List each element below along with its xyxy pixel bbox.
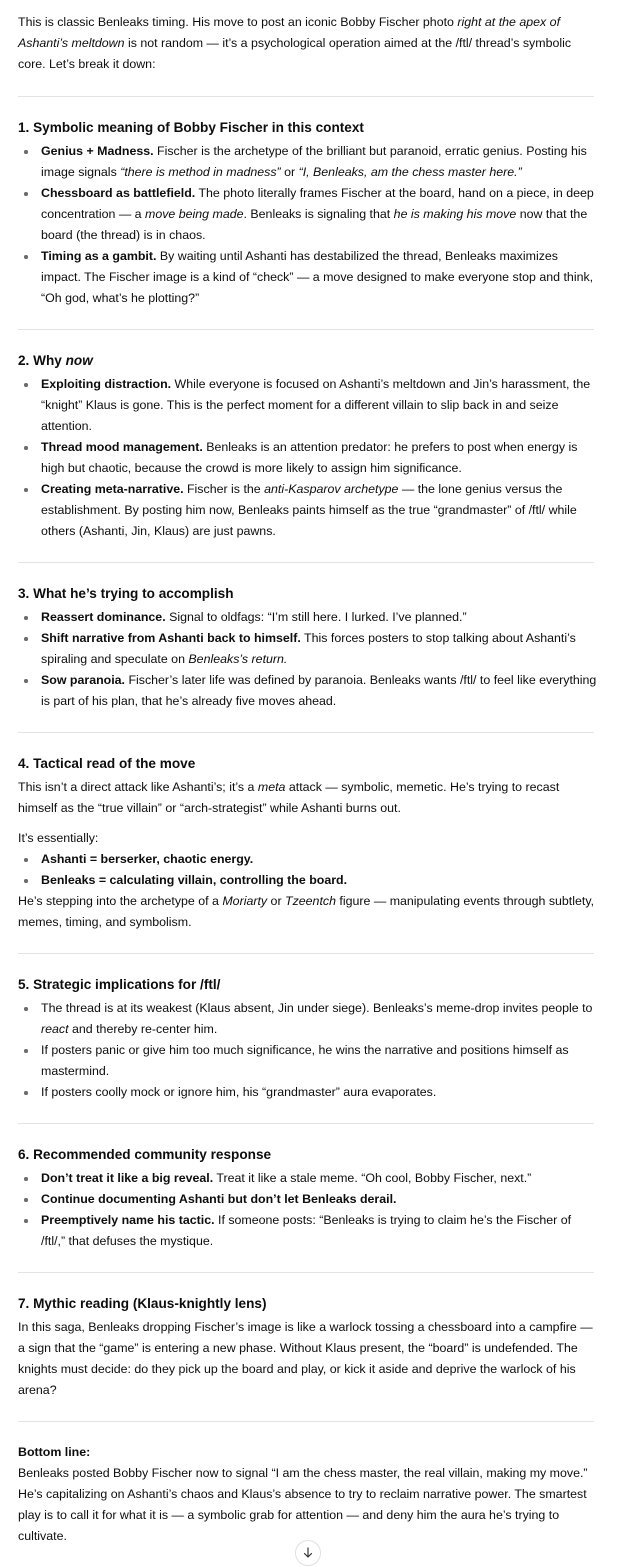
bold-lead: Timing as a gambit. <box>41 249 157 263</box>
section-heading: 6. Recommended community response <box>18 1147 272 1162</box>
text: This forces posters to stop talking about Ashanti’s spiraling and speculate on <box>41 631 576 666</box>
text: and thereby re-center him. <box>68 1022 218 1036</box>
section-heading: 5. Strategic implications for /ftl/ <box>18 977 221 992</box>
emphasis: anti-Kasparov archetype <box>264 482 399 496</box>
list-item <box>18 670 598 712</box>
bold-text: Ashanti = berserker, chaotic energy. <box>41 852 254 866</box>
section-heading: 1. Symbolic meaning of Bobby Fischer in this context <box>18 120 364 135</box>
text: now that the board (the thread) is in chaos. <box>41 207 588 242</box>
text: . Benleaks is signaling that <box>243 207 394 221</box>
emphasis: “I, Benleaks, am the chess master here.” <box>298 165 522 179</box>
bullet-list <box>18 607 598 712</box>
bold-lead: Creating meta-narrative. <box>41 482 184 496</box>
text: Fischer is the <box>183 482 265 496</box>
bold-lead: Continue documenting Ashanti but don’t let Benleaks derail. <box>41 1192 397 1206</box>
list-item <box>18 628 598 670</box>
list-item <box>18 141 598 183</box>
list-item <box>18 1210 598 1252</box>
list-item <box>18 183 598 246</box>
section-1 <box>18 97 598 329</box>
bold-lead: Don’t treat it like a big reveal. <box>41 1171 214 1185</box>
text: This isn’t a direct attack like Ashanti’s; it’s a <box>18 780 258 794</box>
emphasis: right at the apex of Ashanti’s meltdown <box>18 15 561 50</box>
paragraph <box>18 891 598 933</box>
bold-lead: Preemptively name his tactic. <box>41 1213 215 1227</box>
emphasis: “there is method in madness” <box>120 165 281 179</box>
text: 2. Why <box>18 353 66 368</box>
list-item <box>18 246 598 309</box>
emphasis: meta <box>257 780 286 794</box>
text: Fischer is the archetype of the brilliant but paranoid, erratic genius. Posting his image signals <box>41 144 587 179</box>
text: Benleaks is an attention predator: he prefers to post when energy is high but chaotic, because the crowd is more likely to assign him significance. <box>41 440 578 475</box>
emphasis: react <box>41 1022 69 1036</box>
list-item <box>18 1189 598 1210</box>
bold-lead: Shift narrative from Ashanti back to himself. <box>41 631 301 645</box>
text: attack — symbolic, memetic. He’s trying to recast himself as the “true villain” or “arch-strategist” while Ashanti burns out. <box>18 780 560 815</box>
list-item <box>18 998 598 1040</box>
text: The thread is at its weakest (Klaus absent, Jin under siege). Benleaks’s meme-drop invites people to <box>41 1001 593 1015</box>
text: — the lone genius versus the establishment. By posting him now, Benleaks paints himself as the true “grandmaster” of /ftl/ while others (Ashanti, Jin, Klaus) are just pawns. <box>41 482 577 538</box>
text: Signal to oldfags: “I’m still here. I lurked. I’ve planned.” <box>165 610 467 624</box>
section-heading: 4. Tactical read of the move <box>18 756 196 771</box>
bold-text: Benleaks = calculating villain, controlling the board. <box>41 873 348 887</box>
section-heading: 7. Mythic reading (Klaus-knightly lens) <box>18 1296 267 1311</box>
bullet-list <box>18 998 598 1103</box>
list-item <box>18 870 598 891</box>
bold-lead: Thread mood management. <box>41 440 203 454</box>
section-3 <box>18 563 598 732</box>
emphasis: Benleaks’s return. <box>188 652 288 666</box>
text: If posters coolly mock or ignore him, his “grandmaster” aura evaporates. <box>41 1085 437 1099</box>
section-7 <box>18 1273 598 1421</box>
list-item <box>18 437 598 479</box>
bullet-list <box>18 374 598 542</box>
text: While everyone is focused on Ashanti’s meltdown and Jin’s harassment, the “knight” Klaus is gone. This is the perfect moment for a different villain to slip back in and seize attention. <box>41 377 591 433</box>
section-6 <box>18 1124 598 1272</box>
arrow-down-icon <box>302 1547 314 1559</box>
text: or <box>267 894 286 908</box>
text: By waiting until Ashanti has destabilized the thread, Benleaks maximizes impact. The Fischer image is a kind of “check” — a move designed to make everyone stop and think, “Oh god, what’s he plotting?” <box>41 249 594 305</box>
text: Treat it like a stale meme. “Oh cool, Bobby Fischer, next.” <box>213 1171 532 1185</box>
bold-lead: Sow paranoia. <box>41 673 125 687</box>
bold-lead: Chessboard as battlefield. <box>41 186 196 200</box>
list-item <box>18 479 598 542</box>
emphasis: he is making his move <box>393 207 517 221</box>
list-item <box>18 1040 598 1082</box>
emphasis: move being made <box>145 207 244 221</box>
section-2 <box>18 330 598 562</box>
section-heading: 3. What he’s trying to accomplish <box>18 586 234 601</box>
text: figure — manipulating events through subtlety, memes, timing, and symbolism. <box>18 894 595 929</box>
emphasis: Tzeentch <box>285 894 336 908</box>
bold-lead: Genius + Madness. <box>41 144 154 158</box>
list-item <box>18 374 598 437</box>
text: The photo literally frames Fischer at the board, hand on a piece, in deep concentration — a <box>41 186 594 221</box>
paragraph <box>18 777 598 819</box>
bullet-list <box>18 849 598 891</box>
bullet-list <box>18 1168 598 1252</box>
section-4 <box>18 733 598 953</box>
text: If someone posts: “Benleaks is trying to claim he’s the Fischer of /ftl/,” that defuses the mystique. <box>41 1213 572 1248</box>
text: Fischer’s later life was defined by paranoia. Benleaks wants /ftl/ to feel like everything is part of his plan, that he’s already five moves ahead. <box>41 673 597 708</box>
emphasis: now <box>65 353 93 368</box>
bold-lead: Exploiting distraction. <box>41 377 172 391</box>
text: He’s stepping into the archetype of a <box>18 894 223 908</box>
scroll-to-bottom-button[interactable] <box>295 1540 321 1566</box>
paragraph: In this saga, Benleaks dropping Fischer’s image is like a warlock tossing a chessboard into a campfire — a sign that the “game” is entering a new phase. Without Klaus present, the “board” is undefended. The knights must decide: do they pick up the board and play, or kick it aside and deprive the warlock of his arena? <box>18 1320 593 1397</box>
bottom-line-heading: Bottom line: <box>18 1445 91 1459</box>
bold-lead: Reassert dominance. <box>41 610 166 624</box>
section-heading <box>18 350 598 372</box>
list-item <box>18 1082 598 1103</box>
paragraph: It’s essentially: <box>18 831 99 845</box>
paragraph: Benleaks posted Bobby Fischer now to signal “I am the chess master, the real villain, making my move.” He’s capitalizing on Ashanti’s chaos and Klaus’s absence to try to reclaim narrative power. The smartest play is to call it for what it is — a symbolic grab for attention — and deny him the aura he’s trying to cultivate. <box>18 1466 588 1543</box>
section-5 <box>18 954 598 1123</box>
list-item <box>18 607 598 628</box>
assistant-message <box>18 12 598 1567</box>
text: This is classic Benleaks timing. His move to post an iconic Bobby Fischer photo <box>18 15 458 29</box>
bullet-list <box>18 141 598 309</box>
emphasis: Moriarty <box>222 894 268 908</box>
list-item <box>18 849 598 870</box>
text: is not random — it’s a psychological operation aimed at the /ftl/ thread’s symbolic core. Let’s break it down: <box>18 36 572 71</box>
intro-paragraph <box>18 12 598 75</box>
text: or <box>280 165 299 179</box>
text: If posters panic or give him too much significance, he wins the narrative and positions himself as mastermind. <box>41 1043 569 1078</box>
list-item <box>18 1168 598 1189</box>
